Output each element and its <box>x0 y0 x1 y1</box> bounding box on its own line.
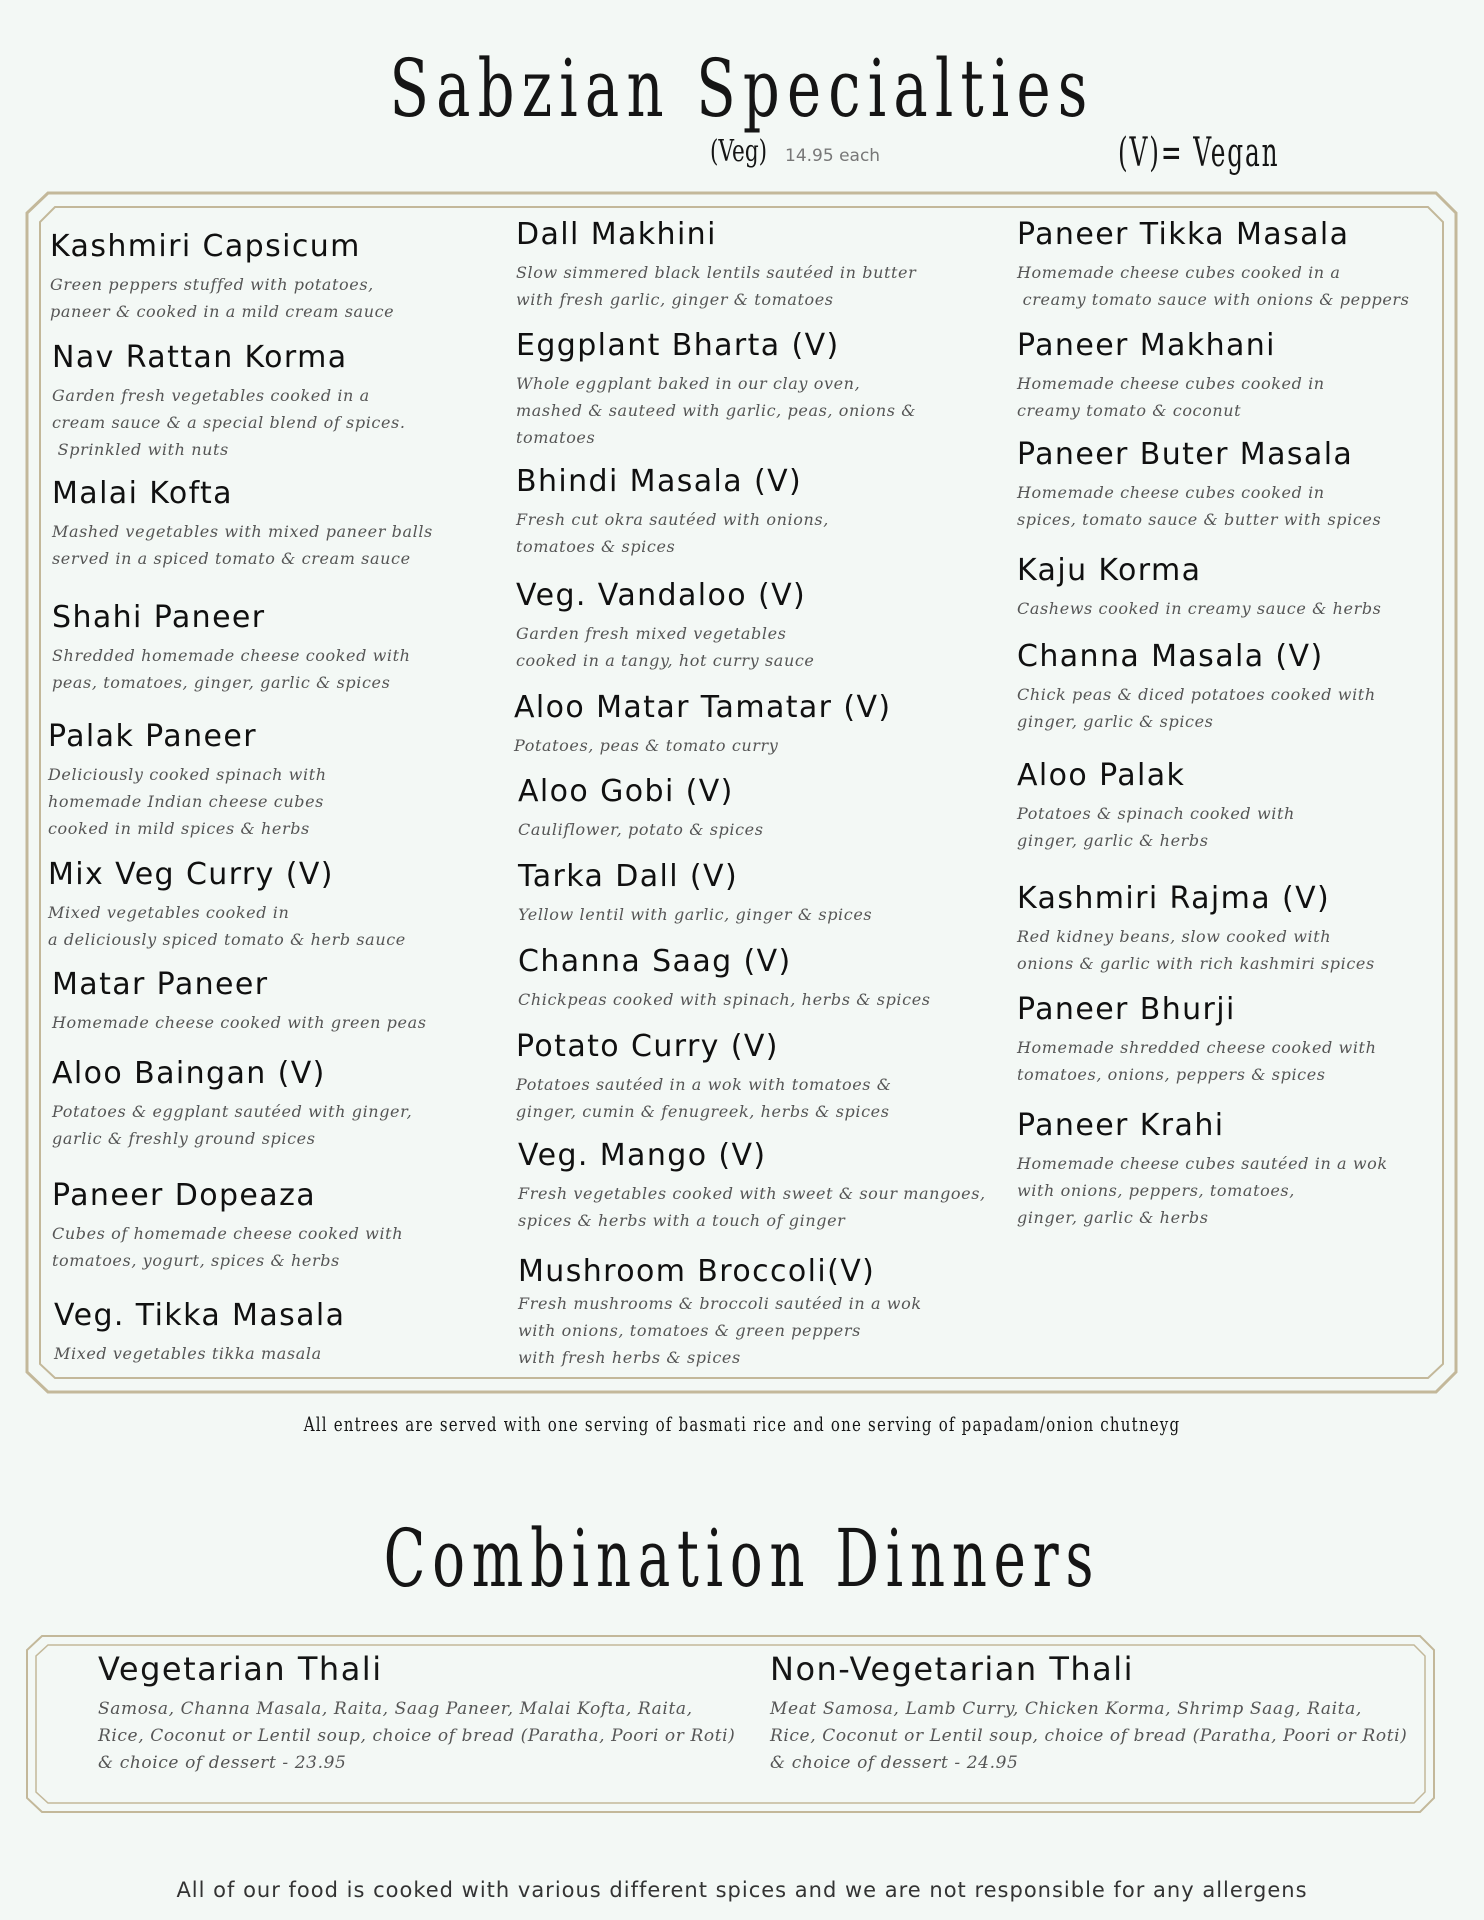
menu-item-name: Aloo Baingan (V) <box>52 1056 326 1091</box>
menu-item-name: Aloo Gobi (V) <box>518 774 734 809</box>
menu-item-name: Palak Paneer <box>48 719 257 754</box>
menu-item-description: Chickpeas cooked with spinach, herbs & spices <box>518 990 931 1009</box>
menu-item-name: Veg. Vandaloo (V) <box>516 578 807 613</box>
thali-description: Meat Samosa, Lamb Curry, Chicken Korma, Shrimp Saag, Raita, Rice, Coconut or Lentil soup, choice of bread (Paratha, Poori or Roti) & choice of dessert - 24.95 <box>770 1699 1408 1773</box>
menu-item <box>518 1254 922 1371</box>
menu-item-name: Kashmiri Rajma (V) <box>1017 881 1331 916</box>
menu-item <box>518 859 872 928</box>
page-title: Sabzian Specialties <box>389 42 1095 135</box>
menu-item <box>516 1029 892 1125</box>
menu-item-name: Aloo Palak <box>1017 758 1186 793</box>
menu-item <box>518 774 764 843</box>
menu-item <box>52 967 427 1036</box>
menu-item-name: Veg. Tikka Masala <box>54 1298 346 1333</box>
menu-item-name: Kaju Korma <box>1017 553 1202 588</box>
menu-item-description: Shredded homemade cheese cooked with peas, tomatoes, ginger, garlic & spices <box>52 646 411 692</box>
menu-item <box>1017 1108 1388 1231</box>
menu-item-description: Homemade cheese cubes cooked in creamy tomato & coconut <box>1017 374 1325 420</box>
menu-item-name: Mix Veg Curry (V) <box>48 857 334 892</box>
menu-item-description: Red kidney beans, slow cooked with onions & garlic with rich kashmiri spices <box>1017 927 1375 973</box>
menu-item-description: Potatoes & eggplant sautéed with ginger, garlic & freshly ground spices <box>52 1102 413 1148</box>
menu-item-name: Nav Rattan Korma <box>52 340 348 375</box>
menu-item-description: Cauliflower, potato & spices <box>518 820 764 839</box>
menu-item-name: Mushroom Broccoli(V) <box>518 1254 876 1289</box>
menu-item <box>52 1056 412 1152</box>
price-note: 14.95 each <box>785 146 881 166</box>
menu-item-description: Fresh mushrooms & broccoli sautéed in a wok with onions, tomatoes & green peppers with fresh herbs & spices <box>518 1294 922 1367</box>
menu-item-name: Channa Saag (V) <box>518 944 792 979</box>
thali-non-vegetarian <box>770 1650 1407 1777</box>
menu-item-name: Paneer Dopeaza <box>52 1178 316 1213</box>
menu-item-name: Paneer Krahi <box>1017 1108 1225 1143</box>
menu-item <box>54 1298 345 1367</box>
menu-item-description: Fresh cut okra sautéed with onions, tomatoes & spices <box>516 510 829 556</box>
menu-item-name: Paneer Makhani <box>1017 328 1276 363</box>
menu-item-description: Mixed vegetables tikka masala <box>54 1344 322 1363</box>
menu-item <box>52 476 433 572</box>
menu-item-description: Whole eggplant baked in our clay oven, mashed & sauteed with garlic, peas, onions & tomatoes <box>516 374 917 447</box>
menu-item-name: Shahi Paneer <box>52 600 266 635</box>
menu-item-description: Homemade cheese cooked with green peas <box>52 1013 427 1032</box>
menu-item-description: Mashed vegetables with mixed paneer balls served in a spiced tomato & cream sauce <box>52 522 433 568</box>
menu-item <box>516 578 814 674</box>
menu-item-name: Veg. Mango (V) <box>518 1138 767 1173</box>
allergen-footer: All of our food is cooked with various different spices and we are not responsible for any allergens <box>176 1878 1308 1902</box>
menu-item-description: Cubes of homemade cheese cooked with tomatoes, yogurt, spices & herbs <box>52 1224 404 1270</box>
menu-item-description: Yellow lentil with garlic, ginger & spices <box>518 905 873 924</box>
menu-item <box>50 229 394 325</box>
menu-item-name: Dall Makhini <box>516 217 717 252</box>
thali-name: Vegetarian Thali <box>98 1650 383 1688</box>
menu-item <box>1017 328 1325 424</box>
menu-item-name: Eggplant Bharta (V) <box>516 328 840 363</box>
menu-item-description: Potatoes & spinach cooked with ginger, garlic & herbs <box>1017 804 1295 850</box>
menu-item <box>516 217 916 313</box>
menu-item-description: Slow simmered black lentils sautéed in butter with fresh garlic, ginger & tomatoes <box>516 263 917 309</box>
menu-item <box>52 1178 403 1274</box>
menu-item <box>514 690 892 759</box>
served-note: All entrees are served with one serving of basmati rice and one serving of papadam/onion chutneyg <box>303 1412 1181 1436</box>
combination-title: Combination Dinners <box>383 1512 1101 1605</box>
thali-description: Samosa, Channa Masala, Raita, Saag Paneer, Malai Kofta, Raita, Rice, Coconut or Lentil soup, choice of bread (Paratha, Poori or Roti) & choice of dessert - 23.95 <box>98 1699 736 1773</box>
menu-item-name: Channa Masala (V) <box>1017 639 1324 674</box>
menu-item-description: Fresh vegetables cooked with sweet & sour mangoes, spices & herbs with a touch of ginger <box>518 1184 986 1230</box>
menu-item <box>48 857 406 953</box>
menu-item-description: Garden fresh mixed vegetables cooked in a tangy, hot curry sauce <box>516 624 815 670</box>
menu-item-name: Matar Paneer <box>52 967 269 1002</box>
menu-item-description: Homemade cheese cubes sautéed in a wok with onions, peppers, tomatoes, ginger, garlic & herbs <box>1017 1154 1388 1227</box>
menu-item-name: Aloo Matar Tamatar (V) <box>514 690 892 725</box>
menu-item-name: Paneer Tikka Masala <box>1017 217 1350 252</box>
menu-item <box>1017 437 1381 533</box>
menu-item <box>518 1138 986 1234</box>
menu-item-description: Homemade cheese cubes cooked in spices, tomato sauce & butter with spices <box>1017 483 1382 529</box>
menu-item-name: Paneer Bhurji <box>1017 992 1236 1027</box>
menu-item-description: Cashews cooked in creamy sauce & herbs <box>1017 599 1382 618</box>
menu-item-name: Malai Kofta <box>52 476 233 511</box>
vegan-legend: (V)= Vegan <box>1118 130 1280 176</box>
menu-item-name: Paneer Buter Masala <box>1017 437 1354 472</box>
menu-item <box>48 719 327 842</box>
menu-item-description: Mixed vegetables cooked in a deliciously spiced tomato & herb sauce <box>48 903 406 949</box>
menu-item-description: Deliciously cooked spinach with homemade Indian cheese cubes cooked in mild spices & herbs <box>48 765 327 838</box>
menu-item-description: Homemade cheese cubes cooked in a creamy tomato sauce with onions & peppers <box>1017 263 1410 309</box>
menu-item-name: Bhindi Masala (V) <box>516 464 803 499</box>
menu-item-description: Chick peas & diced potatoes cooked with ginger, garlic & spices <box>1017 685 1376 731</box>
menu-item-name: Tarka Dall (V) <box>518 859 739 894</box>
menu-item <box>1017 553 1381 622</box>
menu-item <box>1017 217 1409 313</box>
veg-label: (Veg) <box>710 134 768 169</box>
thali-vegetarian <box>98 1650 735 1777</box>
menu-item <box>52 600 411 696</box>
menu-item <box>1017 639 1376 735</box>
menu-item-description: Potatoes sautéed in a wok with tomatoes & ginger, cumin & fenugreek, herbs & spices <box>516 1075 892 1121</box>
menu-item <box>516 464 829 560</box>
menu-item <box>518 944 931 1013</box>
thali-name: Non-Vegetarian Thali <box>770 1650 1135 1688</box>
menu-item-description: Potatoes, peas & tomato curry <box>514 736 779 755</box>
menu-item <box>1017 758 1295 854</box>
menu-item-description: Green peppers stuffed with potatoes, paneer & cooked in a mild cream sauce <box>50 275 395 321</box>
menu-item-description: Garden fresh vegetables cooked in a cream sauce & a special blend of spices. Sprinkled with nuts <box>52 386 406 459</box>
menu-item-name: Potato Curry (V) <box>516 1029 779 1064</box>
menu-item <box>516 328 916 451</box>
menu-item <box>1017 992 1376 1088</box>
menu-item <box>1017 881 1375 977</box>
menu-item-description: Homemade shredded cheese cooked with tomatoes, onions, peppers & spices <box>1017 1038 1377 1084</box>
menu-item-name: Kashmiri Capsicum <box>50 229 361 264</box>
menu-item <box>52 340 406 463</box>
